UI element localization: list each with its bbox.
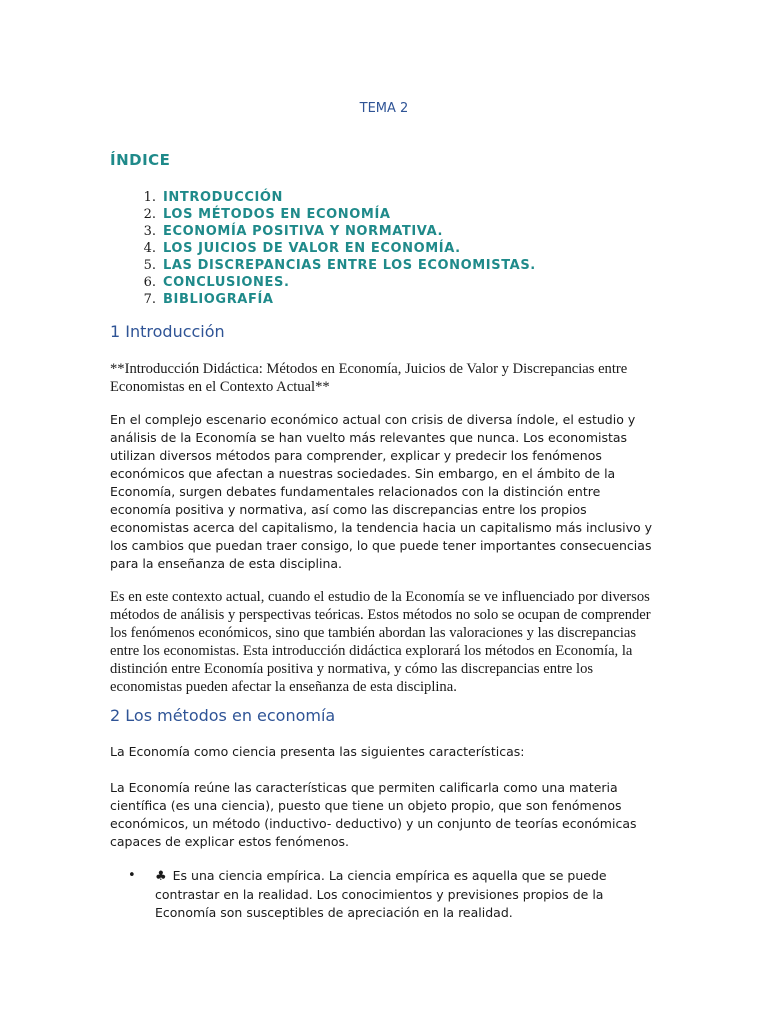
toc-label[interactable]: INTRODUCCIÓN <box>163 190 284 205</box>
toc-number: 7. <box>143 292 156 307</box>
section-1-paragraph-1: En el complejo escenario económico actual con crisis de diversa índole, el estudio y análisis de la Economía se han vuelto más relevantes que nunca. Los economistas utilizan diversos métodos para comprender, explicar y predecir los fenómenos económicos que afectan a nuestras sociedades. Sin embargo, en el ámbito de la Economía, surgen debates fundamentales relacionados con la distinción entre economía positiva y normativa, así como las discrepancias entre los propios economistas acerca del capitalismo, la tendencia hacia un capitalismo más inclusivo y los cambios que puedan traer consigo, lo que puede tener importantes consecuencias para la enseñanza de esta disciplina. <box>110 411 658 573</box>
table-of-contents <box>110 187 536 306</box>
toc-number: 3. <box>143 224 156 239</box>
toc-label[interactable]: BIBLIOGRAFÍA <box>163 292 274 307</box>
index-heading: ÍNDICE <box>110 151 171 169</box>
section-2-paragraph-2: La Economía reúne las características que permiten calificarla como una materia científica (es una ciencia), puesto que tiene un objeto propio, que son fenómenos económicos, un método (inductivo- deductivo) y un conjunto de teorías económicas capaces de explicar estos fenómenos. <box>110 780 637 849</box>
toc-item[interactable] <box>110 221 536 238</box>
bullet-marker: • <box>128 868 136 883</box>
section-2-paragraph-1: La Economía como ciencia presenta las siguientes características: <box>110 744 525 759</box>
toc-number: 4. <box>143 241 156 256</box>
toc-number: 2. <box>143 207 156 222</box>
toc-item[interactable] <box>110 238 536 255</box>
section-1-heading: 1 Introducción <box>110 322 225 341</box>
club-icon: ♣ <box>155 869 167 884</box>
toc-label[interactable]: LOS JUICIOS DE VALOR EN ECONOMÍA. <box>163 241 461 256</box>
toc-label[interactable]: ECONOMÍA POSITIVA Y NORMATIVA. <box>163 224 444 239</box>
section-1-subtitle: **Introducción Didáctica: Métodos en Economía, Juicios de Valor y Discrepancias entre Economistas en el Contexto Actual** <box>110 361 628 395</box>
toc-label[interactable]: LAS DISCREPANCIAS ENTRE LOS ECONOMISTAS. <box>163 258 536 273</box>
toc-item[interactable] <box>110 255 536 272</box>
document-title: TEMA 2 <box>359 101 409 116</box>
toc-number: 6. <box>143 275 156 290</box>
toc-item[interactable] <box>110 272 536 289</box>
list-item <box>155 867 625 922</box>
toc-item[interactable] <box>110 204 536 221</box>
toc-number: 1. <box>143 190 156 205</box>
section-2-heading: 2 Los métodos en economía <box>110 706 336 725</box>
toc-label[interactable]: CONCLUSIONES. <box>163 275 290 290</box>
toc-item[interactable] <box>110 187 536 204</box>
section-1-paragraph-2: Es en este contexto actual, cuando el estudio de la Economía se ve influenciado por diversos métodos de análisis y perspectivas teóricas. Estos métodos no solo se ocupan de comprender los fenómenos económicos, sino que también abordan las valoraciones y las discrepancias entre los economistas. Esta introducción didáctica explorará los métodos en Economía, la distinción entre Economía positiva y normativa, y cómo las discrepancias entre los economistas pueden afectar la enseñanza de esta disciplina. <box>110 589 651 695</box>
toc-number: 5. <box>143 258 156 273</box>
bullet-text: Es una ciencia empírica. La ciencia empírica es aquella que se puede contrastar en la realidad. Los conocimientos y previsiones propios de la Economía son susceptibles de apreciación en la realidad. <box>155 868 607 920</box>
toc-item[interactable] <box>110 289 536 306</box>
toc-label[interactable]: LOS MÉTODOS EN ECONOMÍA <box>163 207 391 222</box>
